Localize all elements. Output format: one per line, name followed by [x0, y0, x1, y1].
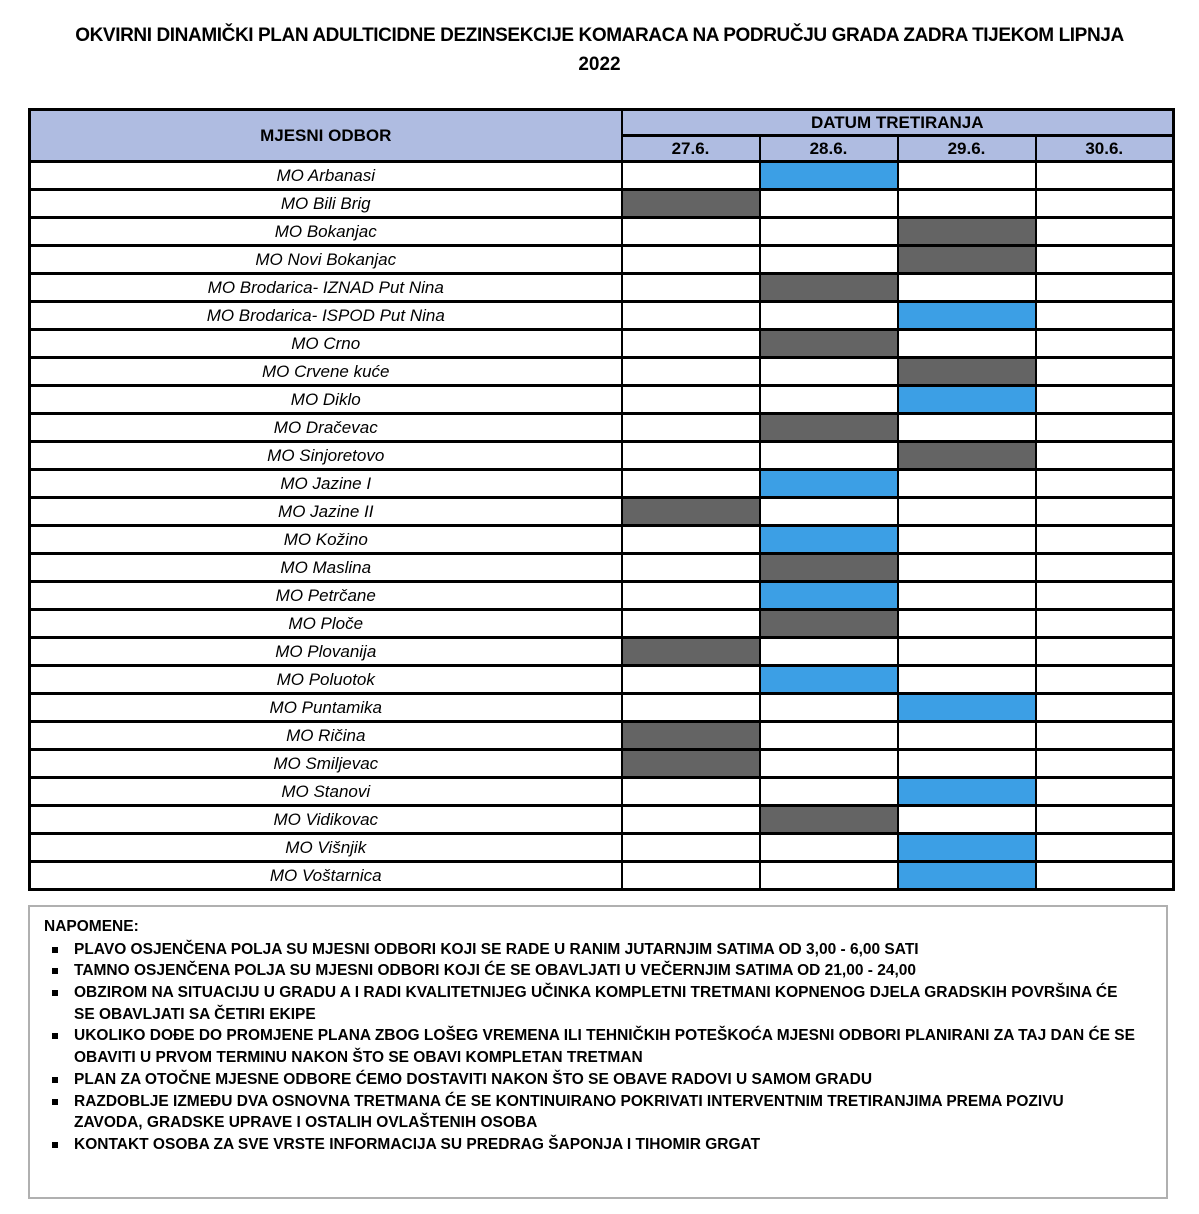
table-row	[30, 694, 1174, 722]
schedule-cell-29-6-	[898, 666, 1036, 694]
schedule-cell-29-6-	[898, 386, 1036, 414]
table-row	[30, 498, 1174, 526]
schedule-cell-30-6-	[1036, 778, 1174, 806]
schedule-cell-27-6-	[622, 582, 760, 610]
note-item	[44, 1091, 1152, 1134]
row-label: MO Bili Brig	[30, 190, 622, 218]
table-row	[30, 442, 1174, 470]
schedule-cell-30-6-	[1036, 498, 1174, 526]
schedule-cell-27-6-	[622, 274, 760, 302]
table-row	[30, 526, 1174, 554]
row-label: MO Bokanjac	[30, 218, 622, 246]
row-label: MO Višnjik	[30, 834, 622, 862]
schedule-cell-30-6-	[1036, 806, 1174, 834]
schedule-cell-29-6-	[898, 274, 1036, 302]
schedule-cell-29-6-	[898, 330, 1036, 358]
row-label: MO Smiljevac	[30, 750, 622, 778]
bullet-square-icon	[44, 1134, 74, 1148]
row-label: MO Novi Bokanjac	[30, 246, 622, 274]
table-row	[30, 386, 1174, 414]
schedule-cell-30-6-	[1036, 554, 1174, 582]
schedule-cell-29-6-	[898, 526, 1036, 554]
table-row	[30, 330, 1174, 358]
table-row	[30, 246, 1174, 274]
schedule-cell-27-6-	[622, 638, 760, 666]
table-row	[30, 862, 1174, 890]
table-row	[30, 834, 1174, 862]
date-header-28-6: 28.6.	[760, 136, 898, 162]
notes-box	[28, 905, 1168, 1199]
table-row	[30, 666, 1174, 694]
schedule-cell-27-6-	[622, 526, 760, 554]
schedule-cell-29-6-	[898, 498, 1036, 526]
row-label: MO Plovanija	[30, 638, 622, 666]
schedule-cell-28-6-	[760, 470, 898, 498]
schedule-cell-27-6-	[622, 442, 760, 470]
schedule-cell-27-6-	[622, 834, 760, 862]
schedule-cell-27-6-	[622, 330, 760, 358]
schedule-cell-29-6-	[898, 610, 1036, 638]
schedule-cell-30-6-	[1036, 162, 1174, 190]
schedule-cell-29-6-	[898, 470, 1036, 498]
schedule-cell-27-6-	[622, 778, 760, 806]
schedule-cell-28-6-	[760, 722, 898, 750]
note-item	[44, 939, 1152, 961]
schedule-cell-28-6-	[760, 862, 898, 890]
row-label: MO Arbanasi	[30, 162, 622, 190]
row-label: MO Jazine II	[30, 498, 622, 526]
row-label: MO Kožino	[30, 526, 622, 554]
note-text: OBZIROM NA SITUACIJU U GRADU A I RADI KVALITETNIJEG UČINKA KOMPLETNI TRETMANI KOPNENOG DJELA GRADSKIH POVRŠINA ĆE SE OBAVLJATI SA ČETIRI EKIPE	[74, 984, 1118, 1023]
schedule-cell-29-6-	[898, 358, 1036, 386]
row-label: MO Petrčane	[30, 582, 622, 610]
schedule-cell-28-6-	[760, 666, 898, 694]
schedule-cell-29-6-	[898, 638, 1036, 666]
row-label: MO Dračevac	[30, 414, 622, 442]
schedule-cell-27-6-	[622, 162, 760, 190]
table-row	[30, 470, 1174, 498]
schedule-cell-28-6-	[760, 190, 898, 218]
note-item	[44, 960, 1152, 982]
row-label: MO Ploče	[30, 610, 622, 638]
schedule-cell-30-6-	[1036, 218, 1174, 246]
schedule-cell-29-6-	[898, 442, 1036, 470]
schedule-cell-27-6-	[622, 610, 760, 638]
schedule-cell-27-6-	[622, 218, 760, 246]
note-text: RAZDOBLJE IZMEĐU DVA OSNOVNA TRETMANA ĆE SE KONTINUIRANO POKRIVATI INTERVENTNIM TRETIRANJIMA PREMA POZIVU ZAVODA, GRADSKE UPRAVE I OSTALIH OVLAŠTENIH OSOBA	[74, 1092, 1064, 1132]
bullet-square-icon	[44, 982, 74, 996]
bullet-square-icon	[44, 1069, 74, 1083]
table-row	[30, 190, 1174, 218]
schedule-cell-27-6-	[622, 358, 760, 386]
schedule-cell-27-6-	[622, 806, 760, 834]
notes-list	[44, 939, 1152, 1156]
table-row	[30, 302, 1174, 330]
schedule-cell-30-6-	[1036, 666, 1174, 694]
schedule-cell-29-6-	[898, 218, 1036, 246]
schedule-cell-28-6-	[760, 442, 898, 470]
note-text: PLAN ZA OTOČNE MJESNE ODBORE ĆEMO DOSTAVITI NAKON ŠTO SE OBAVE RADOVI U SAMOM GRADU	[74, 1070, 873, 1088]
schedule-cell-30-6-	[1036, 190, 1174, 218]
schedule-cell-28-6-	[760, 806, 898, 834]
schedule-cell-28-6-	[760, 694, 898, 722]
schedule-cell-28-6-	[760, 302, 898, 330]
schedule-cell-30-6-	[1036, 274, 1174, 302]
page-title-line1: OKVIRNI DINAMIČKI PLAN ADULTICIDNE DEZINSEKCIJE KOMARACA NA PODRUČJU GRADA ZADRA TIJEKOM LIPNJA	[75, 25, 1124, 46]
schedule-cell-28-6-	[760, 330, 898, 358]
page-title-line2: 2022	[578, 53, 621, 75]
schedule-cell-27-6-	[622, 694, 760, 722]
bullet-square-icon	[44, 960, 74, 974]
schedule-cell-28-6-	[760, 554, 898, 582]
schedule-cell-30-6-	[1036, 386, 1174, 414]
date-header-29-6: 29.6.	[898, 136, 1036, 162]
table-header-row-1	[30, 110, 1174, 136]
schedule-cell-30-6-	[1036, 442, 1174, 470]
row-label: MO Brodarica- IZNAD Put Nina	[30, 274, 622, 302]
schedule-cell-27-6-	[622, 302, 760, 330]
schedule-cell-30-6-	[1036, 470, 1174, 498]
schedule-cell-27-6-	[622, 666, 760, 694]
schedule-cell-30-6-	[1036, 638, 1174, 666]
schedule-cell-28-6-	[760, 834, 898, 862]
schedule-cell-27-6-	[622, 246, 760, 274]
note-text: PLAVO OSJENČENA POLJA SU MJESNI ODBORI KOJI SE RADE U RANIM JUTARNJIM SATIMA OD 3,00 - 6,00 SATI	[74, 940, 919, 958]
schedule-cell-30-6-	[1036, 862, 1174, 890]
schedule-cell-27-6-	[622, 862, 760, 890]
table-row	[30, 414, 1174, 442]
row-label: MO Vidikovac	[30, 806, 622, 834]
row-label: MO Brodarica- ISPOD Put Nina	[30, 302, 622, 330]
table-row	[30, 806, 1174, 834]
schedule-cell-27-6-	[622, 498, 760, 526]
schedule-cell-28-6-	[760, 246, 898, 274]
schedule-cell-30-6-	[1036, 526, 1174, 554]
schedule-cell-30-6-	[1036, 582, 1174, 610]
row-label: MO Sinjoretovo	[30, 442, 622, 470]
schedule-cell-29-6-	[898, 246, 1036, 274]
note-item	[44, 1025, 1152, 1068]
row-label: MO Stanovi	[30, 778, 622, 806]
page-title	[0, 0, 1199, 79]
note-item	[44, 1069, 1152, 1091]
schedule-cell-27-6-	[622, 750, 760, 778]
schedule-cell-28-6-	[760, 386, 898, 414]
schedule-cell-27-6-	[622, 554, 760, 582]
schedule-cell-29-6-	[898, 806, 1036, 834]
bullet-square-icon	[44, 939, 74, 953]
schedule-cell-27-6-	[622, 386, 760, 414]
note-text: KONTAKT OSOBA ZA SVE VRSTE INFORMACIJA SU PREDRAG ŠAPONJA I TIHOMIR GRGAT	[74, 1135, 761, 1153]
schedule-cell-30-6-	[1036, 358, 1174, 386]
schedule-cell-28-6-	[760, 582, 898, 610]
column-header-mjesni-odbor: MJESNI ODBOR	[30, 110, 622, 162]
schedule-cell-28-6-	[760, 414, 898, 442]
schedule-cell-28-6-	[760, 778, 898, 806]
schedule-cell-28-6-	[760, 750, 898, 778]
table-row	[30, 722, 1174, 750]
table-row	[30, 274, 1174, 302]
note-item	[44, 1134, 1152, 1156]
schedule-cell-29-6-	[898, 302, 1036, 330]
schedule-cell-28-6-	[760, 638, 898, 666]
schedule-cell-29-6-	[898, 862, 1036, 890]
schedule-cell-29-6-	[898, 750, 1036, 778]
row-label: MO Voštarnica	[30, 862, 622, 890]
schedule-cell-29-6-	[898, 722, 1036, 750]
row-label: MO Ričina	[30, 722, 622, 750]
schedule-cell-29-6-	[898, 414, 1036, 442]
row-label: MO Puntamika	[30, 694, 622, 722]
schedule-cell-28-6-	[760, 526, 898, 554]
schedule-cell-30-6-	[1036, 330, 1174, 358]
treatment-schedule-table	[28, 108, 1175, 891]
schedule-cell-28-6-	[760, 610, 898, 638]
schedule-cell-30-6-	[1036, 414, 1174, 442]
note-text: UKOLIKO DOĐE DO PROMJENE PLANA ZBOG LOŠEG VREMENA ILI TEHNIČKIH POTEŠKOĆA MJESNI ODBORI PLANIRANI ZA TAJ DAN ĆE SE OBAVITI U PRVOM TERMINU NAKON ŠTO SE OBAVI KOMPLETAN TRETMAN	[74, 1027, 1135, 1067]
schedule-cell-29-6-	[898, 582, 1036, 610]
schedule-cell-29-6-	[898, 694, 1036, 722]
row-label: MO Poluotok	[30, 666, 622, 694]
schedule-cell-29-6-	[898, 834, 1036, 862]
table-row	[30, 638, 1174, 666]
table-row	[30, 582, 1174, 610]
date-header-30-6: 30.6.	[1036, 136, 1174, 162]
bullet-square-icon	[44, 1025, 74, 1039]
row-label: MO Diklo	[30, 386, 622, 414]
schedule-cell-28-6-	[760, 274, 898, 302]
note-item	[44, 982, 1152, 1025]
schedule-cell-29-6-	[898, 190, 1036, 218]
note-text: TAMNO OSJENČENA POLJA SU MJESNI ODBORI KOJI ĆE SE OBAVLJATI U VEČERNJIM SATIMA OD 21,00 - 24,00	[74, 962, 917, 980]
table-row	[30, 778, 1174, 806]
schedule-cell-28-6-	[760, 498, 898, 526]
schedule-cell-30-6-	[1036, 834, 1174, 862]
schedule-cell-27-6-	[622, 190, 760, 218]
schedule-cell-30-6-	[1036, 610, 1174, 638]
schedule-cell-30-6-	[1036, 750, 1174, 778]
table-row	[30, 218, 1174, 246]
table-row	[30, 750, 1174, 778]
schedule-cell-29-6-	[898, 162, 1036, 190]
row-label: MO Maslina	[30, 554, 622, 582]
table-row	[30, 610, 1174, 638]
schedule-cell-27-6-	[622, 722, 760, 750]
date-header-27-6: 27.6.	[622, 136, 760, 162]
schedule-cell-30-6-	[1036, 246, 1174, 274]
schedule-cell-28-6-	[760, 358, 898, 386]
table-body	[30, 162, 1174, 890]
schedule-cell-30-6-	[1036, 302, 1174, 330]
row-label: MO Jazine I	[30, 470, 622, 498]
table-row	[30, 358, 1174, 386]
table-row	[30, 554, 1174, 582]
row-label: MO Crvene kuće	[30, 358, 622, 386]
schedule-cell-29-6-	[898, 554, 1036, 582]
schedule-cell-29-6-	[898, 778, 1036, 806]
row-label: MO Crno	[30, 330, 622, 358]
notes-heading: NAPOMENE:	[44, 918, 139, 935]
schedule-cell-27-6-	[622, 414, 760, 442]
schedule-cell-30-6-	[1036, 694, 1174, 722]
column-header-datum-tretiranja: DATUM TRETIRANJA	[622, 110, 1174, 136]
bullet-square-icon	[44, 1091, 74, 1105]
schedule-cell-27-6-	[622, 470, 760, 498]
schedule-cell-30-6-	[1036, 722, 1174, 750]
schedule-cell-28-6-	[760, 162, 898, 190]
schedule-cell-28-6-	[760, 218, 898, 246]
table-row	[30, 162, 1174, 190]
